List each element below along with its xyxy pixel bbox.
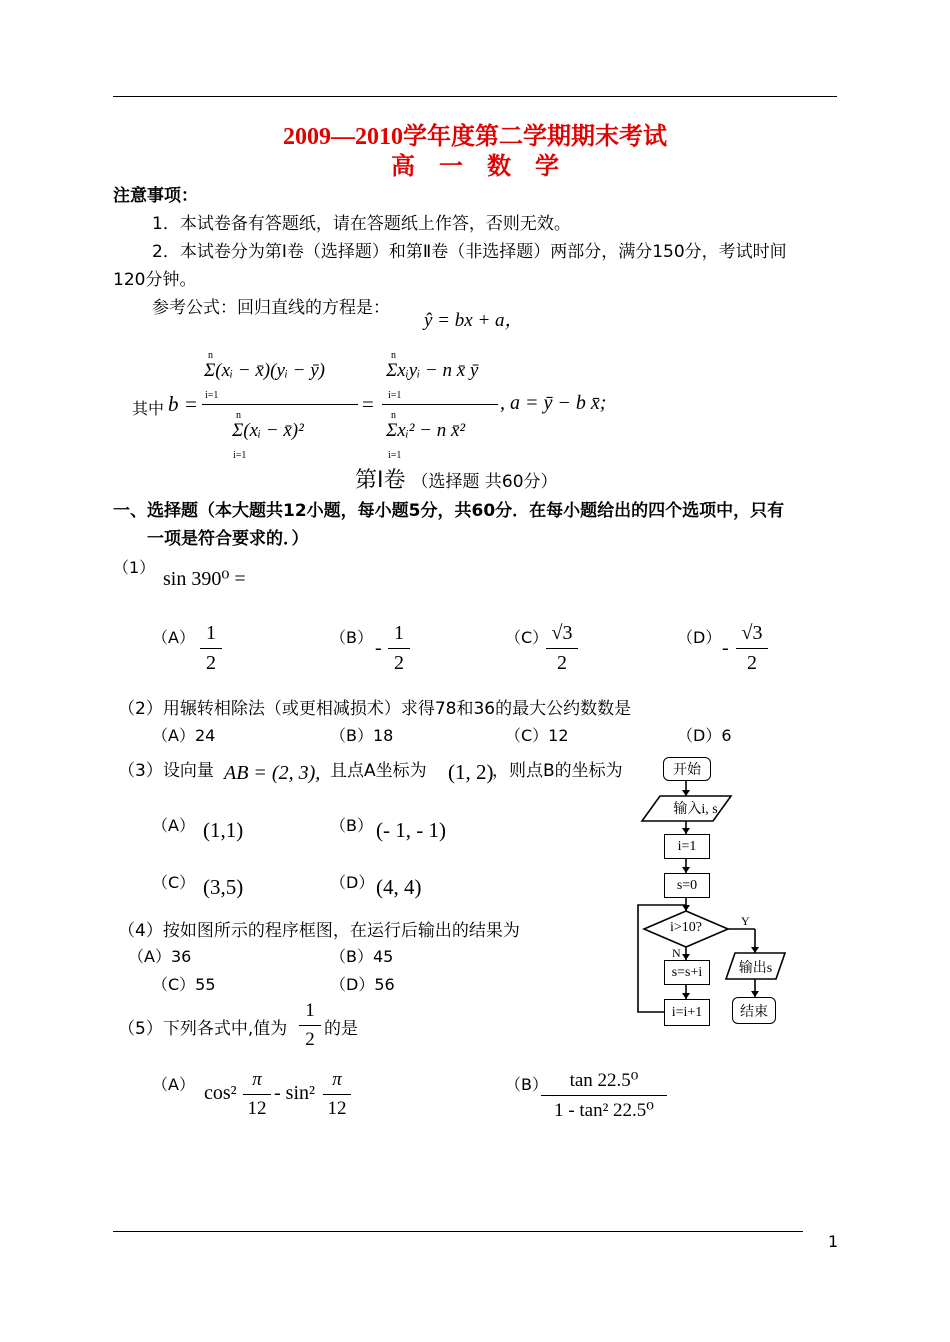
q1-d-numerator: √3 [741,622,763,644]
regression-equation: ŷ = bx + a， [424,310,524,331]
frac2-denominator: Σxᵢ² − n x̄² [386,420,466,441]
flow-update-s: s=s+i [664,960,710,985]
sum-top-4: n [391,410,396,421]
sum-bottom-3: i=1 [388,390,402,401]
q1-b-sign: - [375,637,382,659]
q5-b-denominator: 1 - tan² 22.5⁰ [554,1100,654,1121]
q2-option-b: （B）18 [330,726,394,745]
q3-option-c: (3,5) [203,875,244,899]
flow-init-s: s=0 [664,873,710,898]
q5-half-denominator: 2 [305,1029,315,1050]
q5-a-minus-sin: - sin² [274,1082,315,1104]
flow-condition: i>10? [670,920,702,935]
q2-option-a: （A）24 [152,726,216,745]
q1-d-sign: - [722,637,729,659]
frac1-numerator: Σ(xᵢ − x̄)(yᵢ − ȳ) [204,360,325,381]
q5-a-pi1: π [252,1069,262,1090]
frac1-denominator: Σ(xᵢ − x̄)² [232,420,304,441]
q3-label-a: （A） [152,816,195,835]
q5-label-b: （B） [505,1075,548,1094]
q1-c-denominator: 2 [557,652,567,674]
q3-mid: 且点A坐标为 [330,761,427,781]
section1-heading: 一、选择题（本大题共12小题，每小题5分，共60分．在每小题给出的四个选项中，只有 [113,501,785,521]
part1-title-main: 第Ⅰ卷 [355,468,406,493]
sum-top-3: n [391,350,396,361]
sum-top-1: n [208,350,213,361]
q3-option-d: (4, 4) [376,875,422,899]
flow-input: 输入i, s [673,802,718,817]
q4-text: （4）按如图所示的程序框图，在运行后输出的结果为 [118,921,520,941]
q1-a-denominator: 2 [206,652,216,674]
q2-text: （2）用辗转相除法（或更相减损术）求得78和36的最大公约数数是 [118,699,632,719]
where-label: 其中 [132,399,165,418]
notice-item-2-cont: 120分钟。 [113,270,197,290]
q1-b-denominator: 2 [394,652,404,674]
q4-option-a: （A）36 [128,947,192,966]
flow-start: 开始 [663,757,711,781]
q5-prefix: （5）下列各式中,值为 [118,1019,288,1039]
notice-item-2: 2．本试卷分为第Ⅰ卷（选择题）和第Ⅱ卷（非选择题）两部分，满分150分，考试时间 [152,242,787,262]
q5-a-pi2: π [332,1069,342,1090]
flow-end: 结束 [732,997,776,1024]
q3-prefix: （3）设向量 [118,761,214,781]
q1-label-c: （C） [505,628,549,647]
sum-bottom-2: i=1 [233,450,247,461]
flow-init-i: i=1 [664,834,710,859]
q1-label-b: （B） [330,628,373,647]
q5-a-frac2 [323,1069,351,1120]
section1-heading-cont: 一项是符合要求的．） [147,529,309,549]
q2-option-c: （C）12 [505,726,569,745]
q3-option-b: (- 1, - 1) [376,818,446,842]
q5-a-cos: cos² [204,1082,237,1104]
q1-expression: sin 390⁰ = [163,568,246,590]
formula-label: 参考公式：回归直线的方程是： [152,298,390,318]
q5-suffix: 的是 [324,1019,358,1039]
q3-option-a: (1,1) [203,818,244,842]
q4-option-b: （B）45 [330,947,394,966]
notice-item-1: 1．本试卷备有答题纸，请在答题纸上作答，否则无效。 [152,214,571,234]
exam-title: 2009—2010学年度第二学期期末考试 [283,124,667,150]
flow-update-i: i=i+1 [664,999,710,1026]
flow-output: 输出s [738,961,773,976]
flow-yes-label: Y [741,914,750,928]
q1-number: （1） [113,558,156,577]
sum-bottom-1: i=1 [205,390,219,401]
a-equals: , a = ȳ − b x̄; [500,392,607,414]
q1-d-denominator: 2 [747,652,757,674]
q5-half [299,1000,321,1051]
frac2-numerator: Σxᵢyᵢ − n x̄ ȳ [386,360,479,381]
q5-half-numerator: 1 [305,1000,315,1021]
notice-heading: 注意事项： [113,186,198,206]
equals-sign: = [362,392,374,416]
q3-point: (1, 2) [448,760,494,784]
q3-label-c: （C） [152,873,196,892]
page-number: 1 [828,1232,839,1251]
q5-b-numerator: tan 22.5⁰ [569,1070,639,1091]
q1-label-a: （A） [152,628,195,647]
q1-a-numerator: 1 [206,622,216,644]
part1-title-sub: （选择题 共60分） [411,472,558,492]
q3-label-d: （D） [330,873,375,892]
q5-option-b [541,1069,667,1122]
q3-vector: AB = (2, 3), [224,762,321,784]
q1-b-numerator: 1 [394,622,404,644]
b-equals: b = [168,392,198,416]
footer-rule [113,1231,803,1232]
q3-suffix: ，则点B的坐标为 [492,761,623,781]
subject-title: 高 一 数 学 [391,154,559,180]
q5-a-frac1 [243,1069,271,1120]
flow-no-label: N [672,946,681,960]
q1-c-numerator: √3 [551,622,573,644]
sum-bottom-4: i=1 [388,450,402,461]
q5-a-twelve2: 12 [327,1098,347,1119]
q4-option-d: （D）56 [330,975,395,994]
q1-label-d: （D） [677,628,722,647]
q5-label-a: （A） [152,1075,195,1094]
q2-option-d: （D）6 [677,726,732,745]
q3-label-b: （B） [330,816,373,835]
q5-a-twelve1: 12 [247,1098,267,1119]
q4-option-c: （C）55 [152,975,216,994]
sum-top-2: n [236,410,241,421]
